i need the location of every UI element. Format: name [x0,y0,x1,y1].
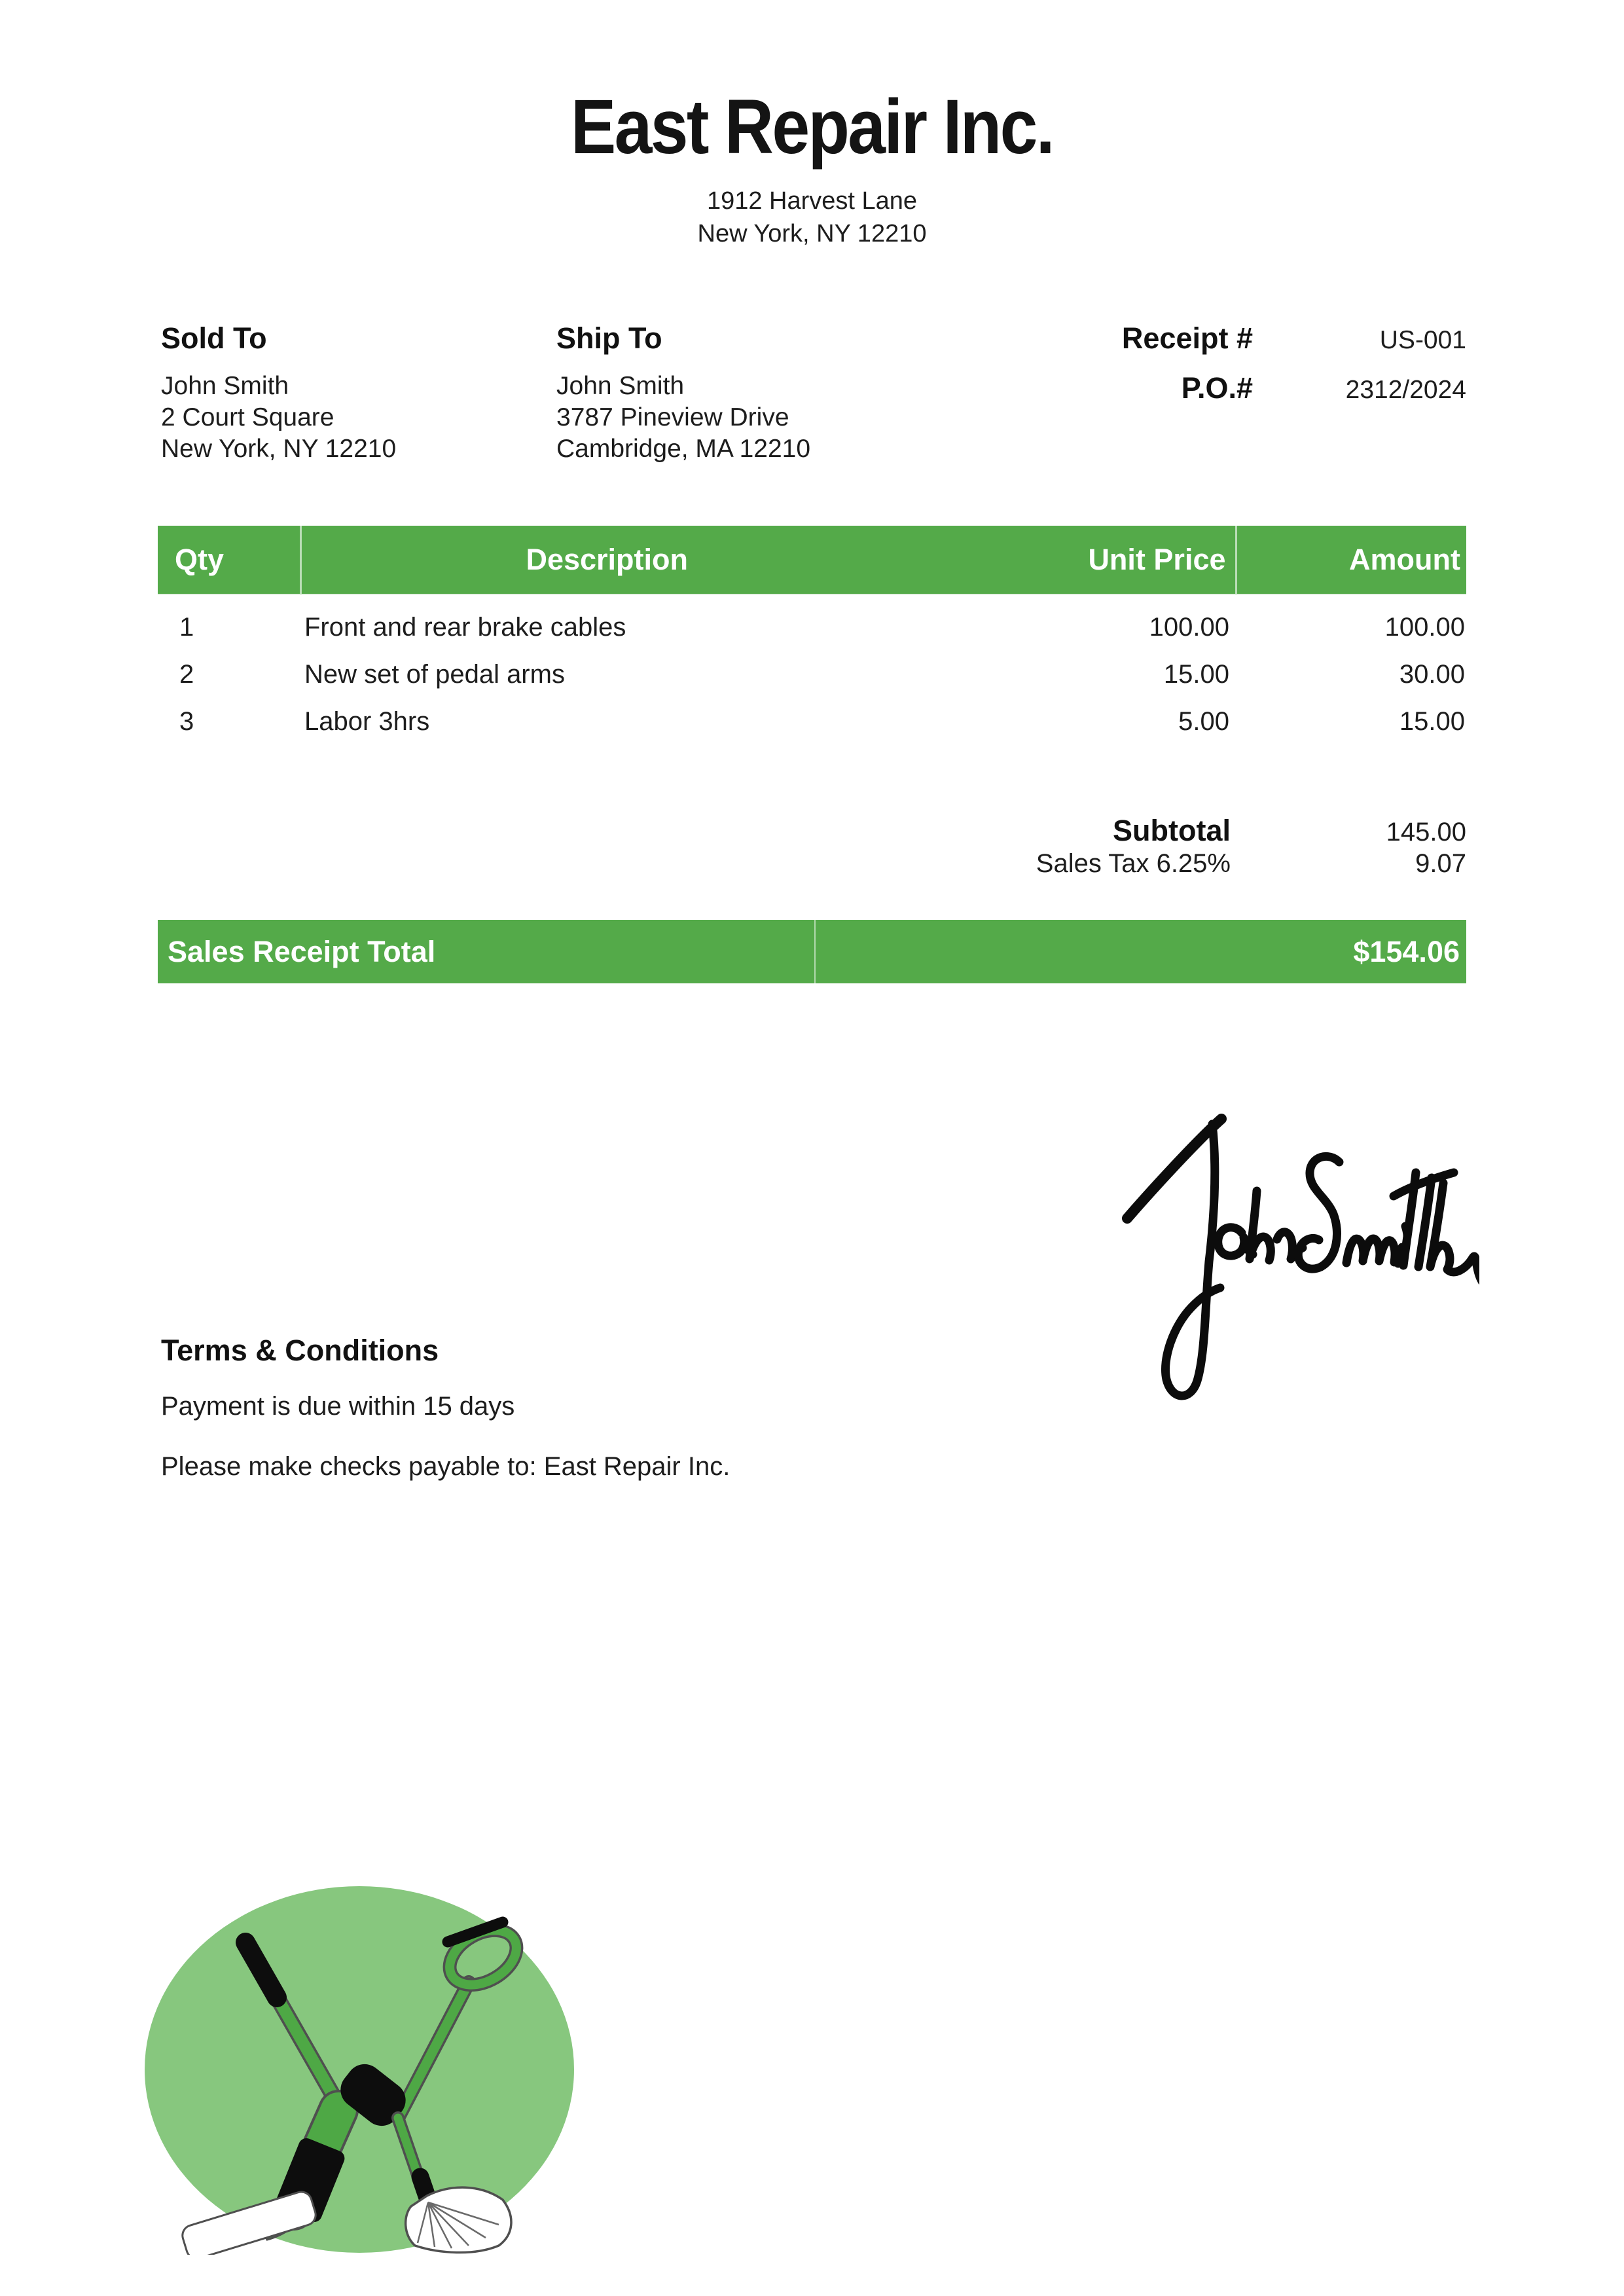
po-number-value: 2312/2024 [1345,376,1466,404]
total-label: Sales Receipt Total [158,920,816,983]
company-address-line: New York, NY 12210 [697,220,927,247]
item-description: New set of pedal arms [304,659,565,689]
item-description: Labor 3hrs [304,706,430,736]
sold-to-address [161,371,396,465]
total-value: $154.06 [1353,934,1460,968]
company-address-line: 1912 Harvest Lane [706,187,918,215]
item-unit-price: 15.00 [1163,659,1229,689]
ship-to-address [556,371,810,465]
item-qty: 2 [179,659,194,689]
items-table [158,526,1466,745]
item-amount: 30.00 [1399,659,1465,689]
sales-tax-value: 9.07 [1415,849,1466,878]
receipt-number-label: Receipt # [1121,321,1253,355]
crossed-mop-and-broom-icon [143,1884,576,2255]
signature [1113,1090,1479,1404]
sold-to-line: New York, NY 12210 [161,435,397,463]
ship-to-line: Cambridge, MA 12210 [556,435,811,463]
terms-line: Payment is due within 15 days [161,1392,515,1421]
terms-heading: Terms & Conditions [161,1334,439,1367]
ship-to-line: John Smith [556,372,685,400]
sales-tax-label: Sales Tax 6.25% [1036,849,1231,878]
items-table-header [158,526,1466,594]
item-unit-price: 5.00 [1178,706,1229,736]
column-header-qty: Qty [158,526,300,594]
sales-receipt-total-bar [158,920,1466,983]
sold-to-line: 2 Court Square [161,403,334,431]
receipt-number-value: US-001 [1379,326,1466,354]
terms-line: Please make checks payable to: East Repair Inc. [161,1452,731,1481]
sales-tax-row [812,847,1466,880]
column-header-unit-price: Unit Price [912,526,1236,594]
item-qty: 3 [179,706,194,736]
item-row [158,698,1466,745]
item-description: Front and rear brake cables [304,612,626,642]
sold-to-line: John Smith [161,372,289,400]
company-logo [143,1884,576,2255]
column-header-description: Description [300,526,912,594]
handwritten-signature-icon [1113,1090,1479,1404]
po-number-label: P.O.# [1181,371,1253,405]
page-title: East Repair Inc. [571,84,1053,170]
receipt-meta [916,323,1466,405]
column-header-amount: Amount [1236,526,1466,594]
item-amount: 100.00 [1384,612,1465,642]
subtotal-value: 145.00 [1386,818,1466,847]
sold-to-label: Sold To [161,321,267,355]
item-qty: 1 [179,612,194,642]
receipt-number-row [916,323,1466,355]
subtotal-label: Subtotal [1113,814,1231,847]
item-unit-price: 100.00 [1149,612,1229,642]
po-number-row [916,373,1466,405]
item-row [158,651,1466,698]
item-row [158,594,1466,651]
subtotal-row [812,814,1466,847]
company-address [0,185,1624,250]
totals-block [812,814,1466,880]
ship-to-line: 3787 Pineview Drive [556,403,789,431]
item-amount: 15.00 [1399,706,1465,736]
ship-to-label: Ship To [556,321,662,355]
